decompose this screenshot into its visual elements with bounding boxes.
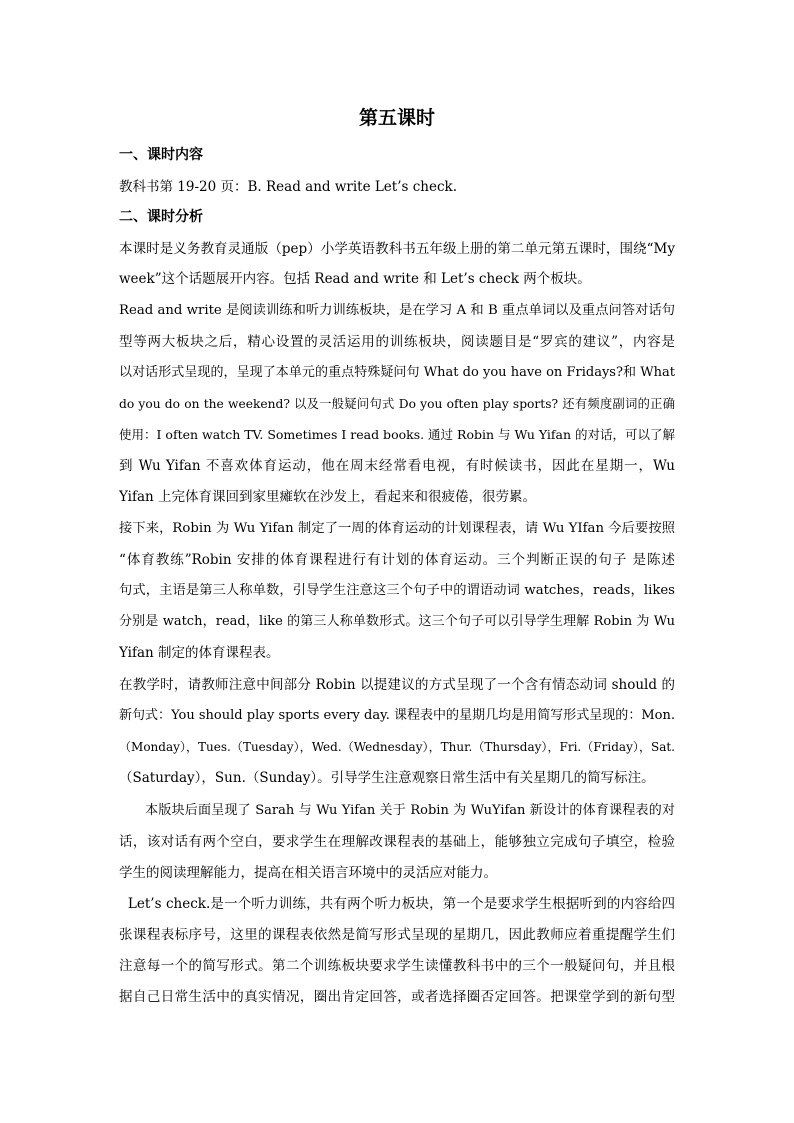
lesson-content-text: 教科书第 19-20 页：B. Read and write Let’s check. — [119, 179, 458, 195]
paragraph-line: 本版块后面呈现了 Sarah 与 Wu Yifan 关于 Robin 为 WuYifan 新设计的体育课程表的对 — [119, 803, 675, 818]
paragraph-line: 使用：I often watch TV. Sometimes I read books. 通过 Robin 与 Wu Yifan 的对话，可以了解 — [119, 427, 675, 442]
paragraph-line: week”这个话题展开内容。包括 Read and write 和 Let’s check 两个板块。 — [119, 271, 591, 287]
paragraph-line: 本课时是义务教育灵通版（pep）小学英语教科书五年级上册的第二单元第五课时，围绕“My — [119, 241, 675, 257]
paragraph-line: Let’s check.是一个听力训练，共有两个听力板块，第一个是要求学生根据听到的内容给四 — [119, 896, 675, 912]
section-heading-lesson-content: 一、课时内容 — [119, 147, 203, 163]
paragraph-line: 据自己日常生活中的真实情况，圈出肯定回答，或者选择圈否定回答。把课堂学到的新句型 — [119, 989, 675, 1005]
paragraph-line: （Saturday），Sun.（Sunday）。引导学生注意观察日常生活中有关星期几的简写标注。 — [119, 770, 655, 786]
paragraph-line: Yifan 上完体育课回到家里瘫软在沙发上，看起来和很疲倦，很劳累。 — [119, 489, 537, 505]
paragraph-line: 话，该对话有两个空白，要求学生在理解改课程表的基础上，能够独立完成句子填空，检验 — [119, 834, 675, 850]
page-title: 第五课时 — [358, 107, 435, 129]
paragraph-line: 新句式：You should play sports every day. 课程表中的星期几均是用简写形式呈现的：Mon. — [119, 708, 675, 723]
paragraph-line: 注意每一个的简写形式。第二个训练板块要求学生读懂教科书中的三个一般疑问句，并且根 — [119, 958, 675, 974]
paragraph-line: “体育教练”Robin 安排的体育课程进行有计划的体育运动。三个判断正误的句子 是陈述 — [119, 552, 675, 568]
paragraph-line: 学生的阅读理解能力，提高在相关语言环境中的灵活应对能力。 — [119, 865, 497, 881]
paragraph-line: 在教学时，请教师注意中间部分 Robin 以提建议的方式呈现了一个含有情态动词 should 的 — [119, 677, 675, 693]
paragraph-line: Read and write 是阅读训练和听力训练板块，是在学习 A 和 B 重点单词以及重点问答对话句 — [119, 303, 675, 318]
paragraph-line: 接下来，Robin 为 Wu Yifan 制定了一周的体育运动的计划课程表，请 Wu YIfan 今后要按照 — [119, 521, 675, 536]
paragraph-line: 到 Wu Yifan 不喜欢体育运动，他在周末经常看电视，有时候读书，因此在星期一，Wu — [119, 458, 675, 474]
paragraph-line: do you do on the weekend? 以及一般疑问句式 Do you often play sports? 还有频度副词的正确 — [119, 397, 675, 411]
paragraph-line: 型等两大板块之后，精心设置的灵活运用的训练板块，阅读题目是“罗宾的建议”，内容是 — [119, 334, 675, 350]
paragraph-line: 以对话形式呈现的，呈现了本单元的重点特殊疑问句 What do you have on Fridays?和 What — [119, 365, 675, 380]
paragraph-line: 分别是 watch，read，like 的第三人称单数形式。这三个句子可以引导学生理解 Robin 为 Wu — [119, 614, 675, 629]
paragraph-line: 张课程表标序号，这里的课程表依然是简写形式呈现的星期几，因此教师应着重提醒学生们 — [119, 927, 675, 943]
paragraph-line: （Monday），Tues.（Tuesday），Wed.（Wednesday），Thur.（Thursday），Fri.（Friday），Sat. — [119, 740, 675, 754]
paragraph-line: Yifan 制定的体育课程表。 — [119, 645, 280, 661]
section-heading-lesson-analysis: 二、课时分析 — [119, 209, 203, 225]
paragraph-line: 句式，主语是第三人称单数，引导学生注意这三个句子中的谓语动词 watches，reads，likes — [119, 583, 675, 598]
